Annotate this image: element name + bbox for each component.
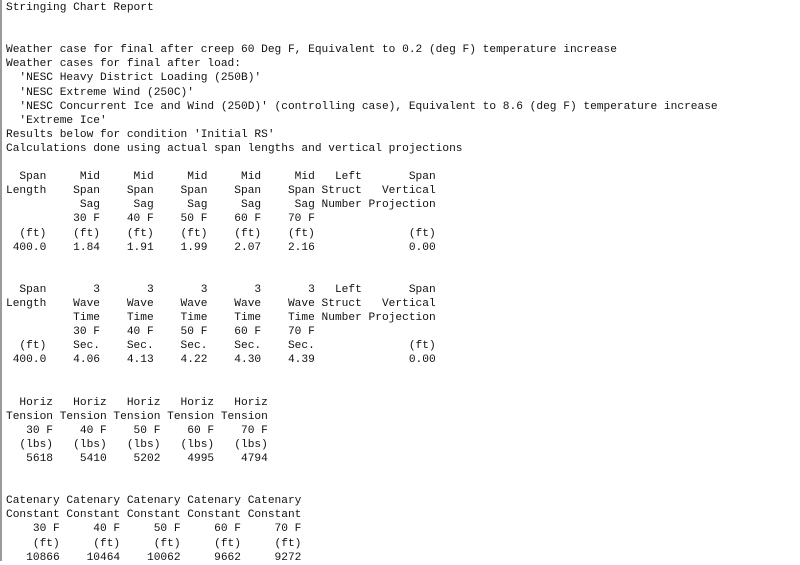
- blank-line: [6, 15, 718, 29]
- wave-table-header: Time Time Time Time Time Number Projection: [6, 312, 436, 325]
- wave-table-header: Span 3 3 3 3 3 Left Span: [6, 283, 436, 296]
- blank-line: [6, 29, 718, 43]
- weather-case-item: 'NESC Heavy District Loading (250B)': [6, 72, 262, 85]
- sag-table-units: (ft) (ft) (ft) (ft) (ft) (ft) (ft): [6, 227, 436, 240]
- blank-line: [6, 255, 718, 269]
- creep-weather-line: Weather case for final after creep 60 Deg F, Equivalent to 0.2 (deg F) temperature increase: [6, 44, 617, 57]
- catenary-table-header: Catenary Catenary Catenary Catenary Catenary: [6, 495, 302, 508]
- sag-table-header: Length Span Span Span Span Span Struct Vertical: [6, 185, 436, 198]
- sag-table-header: Sag Sag Sag Sag Sag Number Projection: [6, 199, 436, 212]
- calculation-note: Calculations done using actual span lengths and vertical projections: [6, 142, 463, 155]
- weather-case-item: 'NESC Concurrent Ice and Wind (250D)' (controlling case), Equivalent to 8.6 (deg F) temperature increase: [6, 100, 718, 113]
- catenary-table-header: 30 F 40 F 50 F 60 F 70 F: [6, 523, 302, 536]
- window-left-border: [0, 0, 2, 561]
- blank-line: [6, 367, 718, 381]
- sag-table-header: Span Mid Mid Mid Mid Mid Left Span: [6, 171, 436, 184]
- catenary-table-units: (ft) (ft) (ft) (ft) (ft): [6, 537, 302, 550]
- weather-case-item: 'Extreme Ice': [6, 114, 107, 127]
- catenary-table-row: 10866 10464 10062 9662 9272: [6, 551, 302, 564]
- load-weather-heading: Weather cases for final after load:: [6, 58, 241, 71]
- wave-table-row: 400.0 4.06 4.13 4.22 4.30 4.39 0.00: [6, 354, 436, 367]
- tension-table-header: Tension Tension Tension Tension Tension: [6, 410, 268, 423]
- sag-table-row: 400.0 1.84 1.91 1.99 2.07 2.16 0.00: [6, 241, 436, 254]
- blank-line: [6, 156, 718, 170]
- tension-table-header: 30 F 40 F 50 F 60 F 70 F: [6, 424, 268, 437]
- sag-table-header: 30 F 40 F 50 F 60 F 70 F: [6, 213, 315, 226]
- tension-table-units: (lbs) (lbs) (lbs) (lbs) (lbs): [6, 438, 268, 451]
- tension-table-row: 5618 5410 5202 4995 4794: [6, 453, 268, 465]
- catenary-table-header: Constant Constant Constant Constant Constant: [6, 509, 302, 522]
- condition-line: Results below for condition 'Initial RS': [6, 128, 275, 141]
- report-text: [6, 1, 718, 565]
- blank-line: [6, 269, 718, 283]
- wave-table-units: (ft) Sec. Sec. Sec. Sec. Sec. (ft): [6, 340, 436, 353]
- wave-table-header: Length Wave Wave Wave Wave Wave Struct Vertical: [6, 297, 436, 310]
- report-title: Stringing Chart Report: [6, 2, 154, 14]
- weather-case-item: 'NESC Extreme Wind (250C)': [6, 86, 194, 99]
- blank-line: [6, 382, 718, 396]
- wave-table-header: 30 F 40 F 50 F 60 F 70 F: [6, 326, 315, 339]
- blank-line: [6, 466, 718, 480]
- blank-line: [6, 480, 718, 494]
- tension-table-header: Horiz Horiz Horiz Horiz Horiz: [6, 396, 268, 409]
